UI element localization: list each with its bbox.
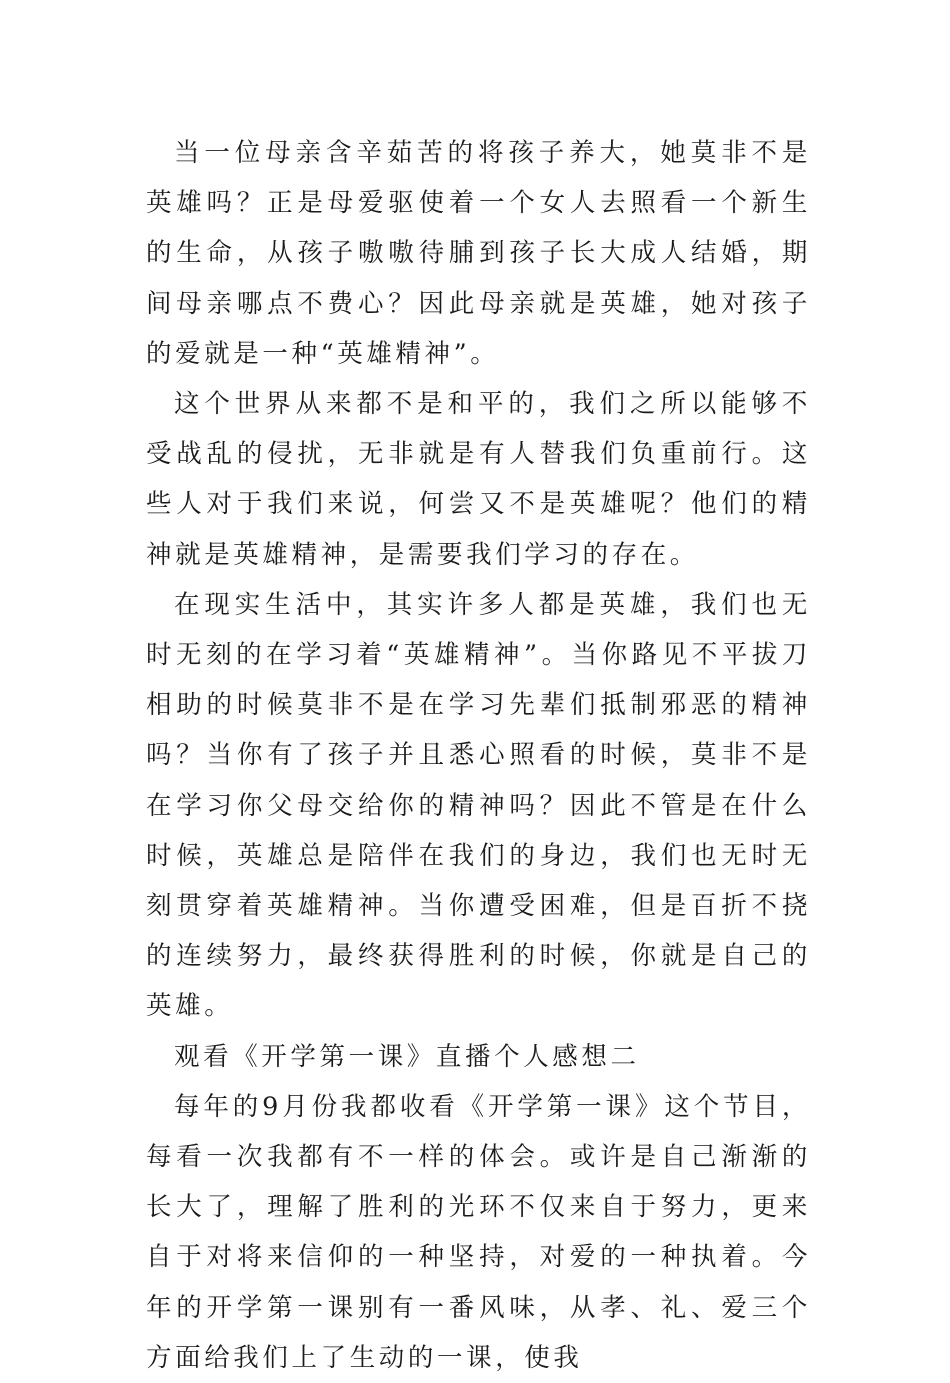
document-body: [146, 128, 811, 1383]
paragraph-world-peace: 这个世界从来都不是和平的，我们之所以能够不受战乱的侵扰，无非就是有人替我们负重前行。这些人对于我们来说，何尝又不是英雄呢？他们的精神就是英雄精神，是需要我们学习的存在。: [146, 389, 811, 570]
paragraph-mother-hero: 当一位母亲含辛茹苦的将孩子养大，她莫非不是英雄吗？正是母爱驱使着一个女人去照看一个新生的生命，从孩子嗷嗷待脯到孩子长大成人结婚，期间母亲哪点不费心？因此母亲就是英雄，她对孩子的爱就是一种“英雄精神”。: [146, 138, 811, 369]
section-heading: 观看《开学第一课》直播个人感想二: [174, 1041, 640, 1072]
paragraph-real-life-heroes: 在现实生活中，其实许多人都是英雄，我们也无时无刻的在学习着“英雄精神”。当你路见不平拔刀相助的时候莫非不是在学习先辈们抵制邪恶的精神吗？当你有了孩子并且悉心照看的时候，莫非不是在学习你父母交给你的精神吗？因此不管是在什么时候，英雄总是陪伴在我们的身边，我们也无时无刻贯穿着英雄精神。当你遭受困难，但是百折不挠的连续努力，最终获得胜利的时候，你就是自己的英雄。: [146, 589, 811, 1022]
paragraph-every-september: 每年的9月份我都收看《开学第一课》这个节目，每看一次我都有不一样的体会。或许是自己渐渐的长大了，理解了胜利的光环不仅来自于努力，更来自于对将来信仰的一种坚持，对爱的一种执着。今年的开学第一课别有一番风味，从孝、礼、爱三个方面给我们上了生动的一课，使我: [146, 1091, 811, 1373]
